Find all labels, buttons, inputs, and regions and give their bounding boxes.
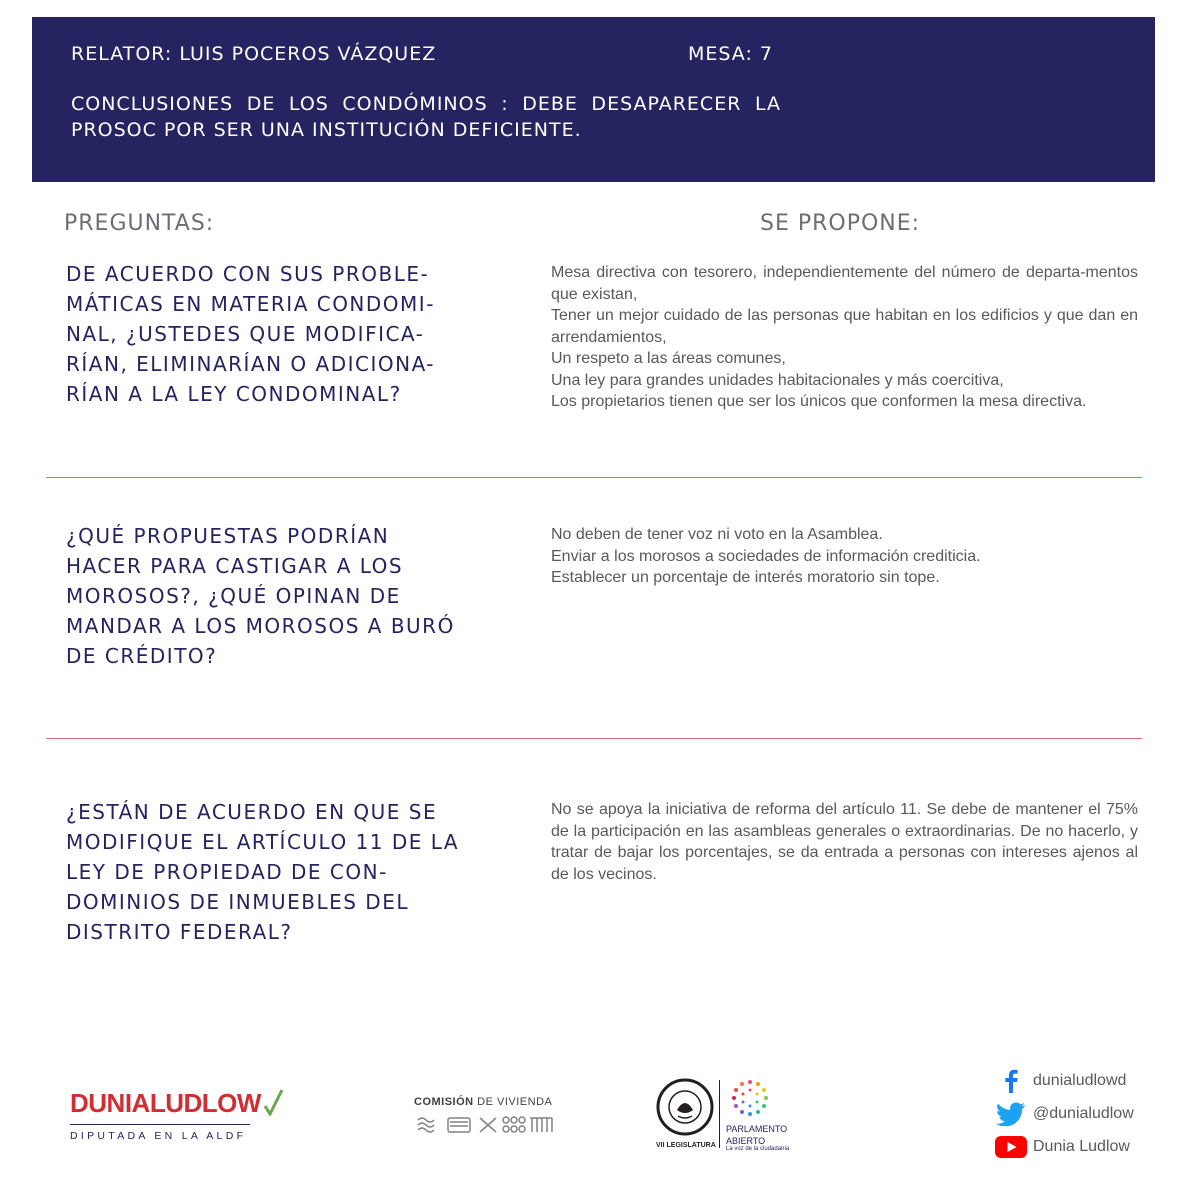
comision-pictograms-icon — [414, 1114, 556, 1136]
answer-2-line: Enviar a los morosos a sociedades de información crediticia. — [551, 547, 981, 565]
seal-icon — [656, 1078, 714, 1136]
question-1: DE ACUERDO CON SUS PROBLE-MÁTICAS EN MATERIA CONDOMI-NAL, ¿USTEDES QUE MODIFICA-RÍAN, ELIMINARÍAN O ADICIONA-RÍAN A LA LEY CONDOMINAL? — [66, 262, 436, 406]
header-banner — [32, 17, 1155, 182]
twitter-handle: @dunialudlow — [1033, 1104, 1134, 1122]
answer-1-line: Los propietarios tienen que ser los únicos que conformen la mesa directiva. — [551, 393, 1087, 410]
comision-vivienda-logo — [414, 1096, 556, 1140]
answer-1-line: Una ley para grandes unidades habitacionales y más coercitiva, — [551, 371, 1004, 389]
comision-label: COMISIÓN — [414, 1096, 474, 1108]
answer-1-line: Un respeto a las áreas comunes, — [551, 350, 786, 367]
answer-2-line: No deben de tener voz ni voto en la Asamblea. — [551, 526, 883, 543]
dunia-ludlow-logo — [70, 1088, 283, 1142]
parlamento-burst-icon — [726, 1078, 774, 1118]
brand-last-name: LUDLOW — [149, 1088, 261, 1118]
brand-subtitle: DIPUTADA EN LA ALDF — [70, 1124, 250, 1142]
facebook-icon — [1003, 1069, 1019, 1093]
comision-label-rest: DE VIVIENDA — [473, 1096, 553, 1108]
answer-1-line: Tener un mejor cuidado de las personas que habitan en los edificios y que dan en arrendamientos, — [551, 307, 1138, 346]
answer-3 — [551, 799, 1138, 885]
question-2: ¿QUÉ PROPUESTAS PODRÍAN HACER PARA CASTIGAR A LOS MOROSOS?, ¿QUÉ OPINAN DE MANDAR A LOS MOROSOS A BURÓ DE CRÉDITO? — [66, 524, 455, 668]
row-divider — [46, 738, 1142, 739]
checkmark-icon — [263, 1088, 283, 1116]
social-links — [995, 1064, 1134, 1163]
row-divider — [46, 477, 1142, 478]
conclusion-text: CONCLUSIONES DE LOS CONDÓMINOS : DEBE DESAPARECER LA PROSOC POR SER UNA INSTITUCIÓN DEFICIENTE. — [71, 93, 781, 141]
facebook-link[interactable] — [995, 1064, 1134, 1097]
proposals-heading: SE PROPONE: — [760, 211, 921, 236]
answer-2-line: Establecer un porcentaje de interés moratorio sin tope. — [551, 569, 940, 586]
facebook-handle: dunialudlowd — [1033, 1071, 1127, 1089]
youtube-icon — [995, 1136, 1027, 1158]
mesa-label: MESA: 7 — [688, 43, 774, 65]
answer-1-line: Mesa directiva con tesorero, independientemente del número de departa-mentos que existan, — [551, 264, 1138, 303]
twitter-icon — [996, 1102, 1026, 1126]
brand-first-name: DUNIA — [70, 1088, 150, 1118]
asamblea-legislativa-seal — [656, 1078, 716, 1149]
question-3: ¿ESTÁN DE ACUERDO EN QUE SE MODIFIQUE EL ARTÍCULO 11 DE LA LEY DE PROPIEDAD DE CON-DOMINIOS DE INMUEBLES DEL DISTRITO FEDERAL? — [66, 800, 460, 944]
answer-2 — [551, 524, 1138, 589]
relator-label: RELATOR: LUIS POCEROS VÁZQUEZ — [71, 43, 437, 65]
twitter-link[interactable] — [995, 1097, 1134, 1130]
parlamento-line2: ABIERTO — [726, 1136, 766, 1146]
parlamento-abierto-logo — [726, 1078, 789, 1152]
logo-separator — [719, 1080, 720, 1148]
youtube-link[interactable] — [995, 1130, 1134, 1163]
answer-3-line: No se apoya la iniciativa de reforma del artículo 11. Se debe de mantener el 75% de la participación en las asambleas generales o extraordinarias. De no hacerlo, y tratar de bajar los porcentajes, se da entrada a personas con intereses ajenos al de los vecinos. — [551, 801, 1138, 883]
parlamento-tagline: La voz de la ciudadanía — [726, 1146, 790, 1152]
youtube-channel: Dunia Ludlow — [1033, 1137, 1130, 1155]
legislatura-label: VII LEGISLATURA — [656, 1142, 716, 1149]
questions-heading: PREGUNTAS: — [64, 211, 215, 236]
answer-1 — [551, 262, 1138, 413]
parlamento-line1: PARLAMENTO — [726, 1124, 788, 1134]
